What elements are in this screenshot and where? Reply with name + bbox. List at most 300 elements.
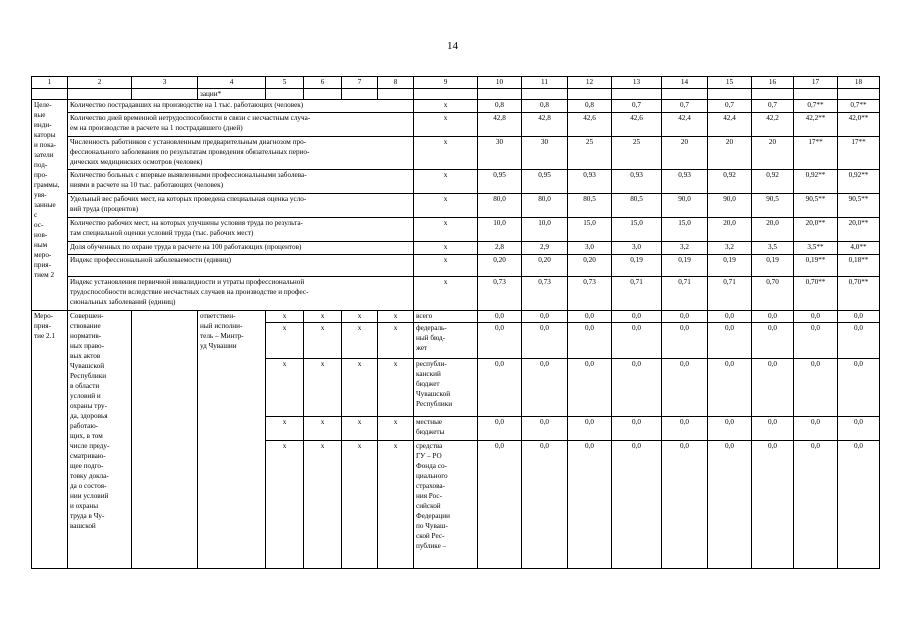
activity-label [32, 311, 68, 569]
text-line: и пока- [34, 141, 57, 149]
text-line: сматриваю- [70, 452, 106, 460]
indicator-value: 20 [662, 137, 708, 170]
empty-cell [662, 89, 708, 100]
indicator-value: 3,5** [794, 242, 838, 255]
x-mark: x [342, 311, 378, 323]
text-line: средства [416, 442, 443, 450]
funding-value: 0,0 [708, 441, 752, 569]
indicator-value: 0,73 [478, 277, 522, 311]
column-number: 16 [752, 77, 794, 89]
text-line: ных право- [70, 342, 105, 350]
column-number: 4 [198, 77, 266, 89]
indicator-value: 3,2 [662, 242, 708, 255]
empty-cell [414, 89, 478, 100]
column-number: 11 [522, 77, 568, 89]
indicator-name [68, 170, 414, 194]
indicator-name [68, 137, 414, 170]
funding-value: 0,0 [612, 441, 662, 569]
indicator-value: 90,5** [838, 194, 880, 218]
funding-value: 0,0 [662, 323, 708, 359]
funding-value: 0,0 [522, 417, 568, 441]
text-line: Чувашской [416, 390, 451, 398]
indicator-value: 0,7 [752, 100, 794, 113]
text-line: бюджеты [416, 428, 445, 436]
indicator-value: 42,2 [752, 113, 794, 137]
indicator-value: 3,5 [752, 242, 794, 255]
text-line: прия- [34, 261, 51, 269]
x-mark: x [342, 417, 378, 441]
indicator-value: 0,20 [522, 255, 568, 277]
text-line: вые [34, 111, 46, 119]
text-line: публике – [416, 542, 447, 550]
text-line: тие 2.1 [34, 332, 55, 340]
text-line: Количество рабочих мест, на которых улучшены условия труда по результа- [70, 219, 303, 227]
empty-cell [612, 89, 662, 100]
continuation-text: зации* [198, 89, 266, 100]
empty-cell [132, 311, 198, 569]
indicator-name [68, 218, 414, 242]
text-line: жет [416, 344, 428, 352]
funding-value: 0,0 [478, 441, 522, 569]
indicator-value: 0,93 [568, 170, 612, 194]
text-line: и охраны [70, 502, 99, 510]
x-mark: x [342, 323, 378, 359]
x-mark: x [304, 323, 342, 359]
funding-value: 0,0 [662, 417, 708, 441]
column-number: 13 [612, 77, 662, 89]
funding-value: 0,0 [612, 417, 662, 441]
indicator-row [32, 277, 880, 311]
text-line: ния Рос- [416, 492, 442, 500]
funding-value: 0,0 [752, 359, 794, 417]
funding-value: 0,0 [794, 359, 838, 417]
funding-value: 0,0 [478, 311, 522, 323]
x-mark: x [414, 277, 478, 311]
indicator-value: 42,6 [612, 113, 662, 137]
text-line: щее подго- [70, 462, 104, 470]
funding-value: 0,0 [752, 311, 794, 323]
x-mark: x [414, 137, 478, 170]
text-line: да, здоровья [70, 412, 108, 420]
indicator-value: 2,9 [522, 242, 568, 255]
funding-value: 0,0 [708, 417, 752, 441]
text-line: циального [416, 472, 448, 480]
x-mark: x [266, 323, 304, 359]
funding-value: 0,0 [708, 311, 752, 323]
indicator-value: 0,92 [708, 170, 752, 194]
text-line: уд Чувашии [200, 342, 237, 350]
text-line: Количество дней временной нетрудоспособности в связи с несчастным случа- [70, 114, 311, 122]
indicator-value: 20,0** [794, 218, 838, 242]
funding-value: 0,0 [662, 359, 708, 417]
text-line: затели [34, 151, 54, 159]
empty-cell [752, 89, 794, 100]
funding-value: 0,0 [838, 417, 880, 441]
text-line: по Чуваш- [416, 522, 448, 530]
indicator-value: 42,4 [708, 113, 752, 137]
indicator-row [32, 170, 880, 194]
funding-value: 0,0 [612, 359, 662, 417]
x-mark: x [342, 441, 378, 569]
indicator-value: 0,93 [612, 170, 662, 194]
text-line: ской Рес- [416, 532, 445, 540]
text-line: тием 2 [34, 271, 55, 279]
text-line: всего [416, 312, 433, 320]
empty-cell [32, 89, 68, 100]
funding-value: 0,0 [612, 323, 662, 359]
x-mark: x [378, 311, 414, 323]
x-mark: x [414, 242, 478, 255]
empty-cell [378, 89, 414, 100]
column-number: 18 [838, 77, 880, 89]
indicator-value: 30 [478, 137, 522, 170]
funding-value: 0,0 [794, 417, 838, 441]
empty-cell [68, 89, 132, 100]
indicator-value: 80,0 [478, 194, 522, 218]
funding-value: 0,0 [752, 417, 794, 441]
indicator-row [32, 113, 880, 137]
indicator-value: 90,0 [708, 194, 752, 218]
indicator-value: 42,8 [522, 113, 568, 137]
column-number: 7 [342, 77, 378, 89]
funding-value: 0,0 [478, 417, 522, 441]
column-number: 9 [414, 77, 478, 89]
indicator-value: 42,0** [838, 113, 880, 137]
indicator-value: 25 [568, 137, 612, 170]
empty-cell [708, 89, 752, 100]
column-number: 12 [568, 77, 612, 89]
text-line: республи- [416, 360, 447, 368]
indicator-value: 0,7 [662, 100, 708, 113]
indicator-value: 0,92** [838, 170, 880, 194]
indicator-name [68, 100, 414, 113]
funding-source [414, 359, 478, 417]
text-line: ос- [34, 221, 44, 229]
executor [198, 311, 266, 569]
text-line: Совершен- [70, 312, 104, 320]
column-number: 2 [68, 77, 132, 89]
column-number: 3 [132, 77, 198, 89]
funding-value: 0,0 [662, 441, 708, 569]
indicator-value: 0,73 [522, 277, 568, 311]
indicator-value: 3,2 [708, 242, 752, 255]
indicator-value: 42,4 [662, 113, 708, 137]
indicator-value: 0,19 [752, 255, 794, 277]
x-mark: x [304, 359, 342, 417]
column-number: 14 [662, 77, 708, 89]
funding-value: 0,0 [522, 323, 568, 359]
empty-cell [522, 89, 568, 100]
indicator-value: 80,0 [522, 194, 568, 218]
empty-cell [838, 89, 880, 100]
text-line: Республики [70, 372, 107, 380]
funding-value: 0,0 [794, 323, 838, 359]
indicators-label [32, 100, 68, 311]
empty-cell [304, 89, 342, 100]
indicator-value: 0,71 [612, 277, 662, 311]
text-line: Количество пострадавших на производстве на 1 тыс. работающих (человек) [70, 101, 304, 109]
column-number: 15 [708, 77, 752, 89]
column-number: 1 [32, 77, 68, 89]
indicator-value: 17** [794, 137, 838, 170]
text-line: вий труда (процентов) [70, 205, 139, 213]
indicator-value: 0,19 [612, 255, 662, 277]
indicator-value: 0,19 [708, 255, 752, 277]
indicator-value: 20,0 [708, 218, 752, 242]
indicator-value: 0,92 [752, 170, 794, 194]
indicator-value: 80,5 [612, 194, 662, 218]
funding-value: 0,0 [662, 311, 708, 323]
indicator-row [32, 242, 880, 255]
text-line: числе преду- [70, 442, 110, 450]
text-line: каторы [34, 131, 56, 139]
x-mark: x [266, 311, 304, 323]
program-table [31, 76, 880, 569]
funding-source [414, 323, 478, 359]
text-line: тель – Минтр- [200, 332, 244, 340]
funding-value: 0,0 [612, 311, 662, 323]
text-line: Целе- [34, 101, 52, 109]
indicator-value: 20,0** [838, 218, 880, 242]
indicator-value: 2,8 [478, 242, 522, 255]
text-line: щих, в том [70, 432, 103, 440]
empty-cell [266, 89, 304, 100]
x-mark: x [414, 194, 478, 218]
text-line: охраны тру- [70, 402, 107, 410]
indicator-value: 10,0 [522, 218, 568, 242]
text-line: Численность работников с установленным предварительным диагнозом про- [70, 138, 307, 146]
text-line: вых актов [70, 352, 101, 360]
funding-value: 0,0 [568, 417, 612, 441]
x-mark: x [342, 359, 378, 417]
text-line: в области [70, 382, 100, 390]
text-line: труда в Чу- [70, 512, 105, 520]
indicator-value: 0,7** [838, 100, 880, 113]
text-line: там специальной оценки условий труда (тыс. рабочих мест) [70, 229, 254, 237]
funding-source [414, 311, 478, 323]
indicator-value: 0,71 [662, 277, 708, 311]
text-line: ниями в расчете на 10 тыс. работающих (человек) [70, 181, 224, 189]
text-line: норматив- [70, 332, 102, 340]
x-mark: x [266, 417, 304, 441]
indicator-value: 0,70** [838, 277, 880, 311]
funding-value: 0,0 [838, 323, 880, 359]
indicator-value: 42,6 [568, 113, 612, 137]
text-line: Федерации [416, 512, 450, 520]
text-line: нов- [34, 231, 48, 239]
text-line: ГУ – РО [416, 452, 442, 460]
funding-value: 0,0 [568, 359, 612, 417]
text-line: прия- [34, 322, 51, 330]
x-mark: x [266, 359, 304, 417]
indicator-value: 15,0 [662, 218, 708, 242]
page-number: 14 [447, 40, 458, 52]
text-line: Доля обученных по охране труда в расчете на 100 работающих (процентов) [70, 243, 302, 251]
funding-value: 0,0 [522, 359, 568, 417]
funding-value: 0,0 [838, 441, 880, 569]
funding-value: 0,0 [522, 441, 568, 569]
text-line: страхова- [416, 482, 445, 490]
empty-cell [568, 89, 612, 100]
text-line: под- [34, 161, 48, 169]
indicator-value: 20 [708, 137, 752, 170]
x-mark: x [414, 218, 478, 242]
indicator-value: 90,5** [794, 194, 838, 218]
column-number: 8 [378, 77, 414, 89]
indicator-value: 0,8 [478, 100, 522, 113]
x-mark: x [414, 100, 478, 113]
indicator-row [32, 218, 880, 242]
text-line: меро- [34, 251, 52, 259]
funding-source [414, 441, 478, 569]
text-line: Количество больных с впервые выявленными профессиональными заболева- [70, 171, 307, 179]
text-line: ем на производстве в расчете на 1 пострадавшего (дней) [70, 124, 243, 132]
indicator-value: 0,18** [838, 255, 880, 277]
indicator-value: 0,20 [478, 255, 522, 277]
text-line: фессионального заболевания по результатам проведения обязательных перио- [70, 148, 310, 156]
text-line: трудоспособности вследствие несчастных случаев на производстве и профес- [70, 288, 309, 296]
indicator-value: 0,8 [568, 100, 612, 113]
funding-source [414, 417, 478, 441]
indicator-value: 3,0 [612, 242, 662, 255]
text-line: увя- [34, 191, 47, 199]
text-line: с [34, 211, 38, 219]
text-line: условий и [70, 392, 101, 400]
indicator-value: 0,8 [522, 100, 568, 113]
text-line: Индекс профессиональной заболеваемости (единиц) [70, 256, 231, 264]
indicator-value: 0,7 [708, 100, 752, 113]
empty-cell [342, 89, 378, 100]
indicator-name [68, 242, 414, 255]
x-mark: x [378, 323, 414, 359]
indicator-value: 0,70 [752, 277, 794, 311]
funding-value: 0,0 [794, 441, 838, 569]
empty-cell [132, 89, 198, 100]
text-line: товку докла- [70, 472, 109, 480]
x-mark: x [414, 113, 478, 137]
text-line: местные [416, 418, 443, 426]
indicator-value: 0,73 [568, 277, 612, 311]
text-line: инди- [34, 121, 52, 129]
indicator-value: 15,0 [568, 218, 612, 242]
continuation-row [32, 89, 880, 100]
column-number-row [32, 77, 880, 89]
funding-value: 0,0 [708, 323, 752, 359]
x-mark: x [414, 170, 478, 194]
text-line: работаю- [70, 422, 99, 430]
text-line: нии условий [70, 492, 109, 500]
funding-value: 0,0 [568, 311, 612, 323]
funding-value: 0,0 [838, 311, 880, 323]
indicator-value: 25 [612, 137, 662, 170]
text-line: ный бюд- [416, 334, 446, 342]
indicator-value: 30 [522, 137, 568, 170]
indicator-name [68, 255, 414, 277]
indicator-name [68, 194, 414, 218]
indicator-value: 0,20 [568, 255, 612, 277]
indicator-value: 4,0** [838, 242, 880, 255]
column-number: 6 [304, 77, 342, 89]
x-mark: x [304, 311, 342, 323]
indicator-value: 17** [838, 137, 880, 170]
indicator-value: 0,7 [612, 100, 662, 113]
text-line: ный исполни- [200, 322, 243, 330]
text-line: граммы, [34, 181, 60, 189]
indicator-value: 42,8 [478, 113, 522, 137]
text-line: ответствен- [200, 312, 236, 320]
x-mark: x [266, 441, 304, 569]
text-line: сиональных заболеваний (единиц) [70, 298, 176, 306]
indicator-row [32, 137, 880, 170]
x-mark: x [378, 441, 414, 569]
text-line: Республики [416, 400, 453, 408]
indicator-value: 0,95 [522, 170, 568, 194]
column-number: 10 [478, 77, 522, 89]
indicator-value: 0,7** [794, 100, 838, 113]
text-line: вашской [70, 522, 96, 530]
funding-value: 0,0 [708, 359, 752, 417]
funding-value: 0,0 [794, 311, 838, 323]
funding-value: 0,0 [752, 323, 794, 359]
text-line: да о состоя- [70, 482, 107, 490]
x-mark: x [304, 441, 342, 569]
column-number: 17 [794, 77, 838, 89]
indicator-value: 0,70** [794, 277, 838, 311]
indicator-value: 0,19 [662, 255, 708, 277]
x-mark: x [414, 255, 478, 277]
text-line: про- [34, 171, 48, 179]
x-mark: x [378, 359, 414, 417]
indicator-value: 0,92** [794, 170, 838, 194]
indicator-value: 0,95 [478, 170, 522, 194]
indicator-value: 20,0 [752, 218, 794, 242]
funding-value: 0,0 [478, 323, 522, 359]
text-line: Индекс установления первичной инвалидности и утраты профессиональной [70, 278, 305, 286]
indicator-value: 42,2** [794, 113, 838, 137]
text-line: Удельный вес рабочих мест, на которых проведена специальная оценка усло- [70, 195, 307, 203]
text-line: сийской [416, 502, 441, 510]
indicator-name [68, 113, 414, 137]
text-line: Меро- [34, 312, 54, 320]
indicator-row [32, 194, 880, 218]
text-line: ствование [70, 322, 101, 330]
indicator-value: 15,0 [612, 218, 662, 242]
column-number: 5 [266, 77, 304, 89]
activity-row [32, 311, 880, 323]
funding-value: 0,0 [752, 441, 794, 569]
indicator-name [68, 277, 414, 311]
empty-cell [478, 89, 522, 100]
indicator-row [32, 255, 880, 277]
indicator-value: 0,93 [662, 170, 708, 194]
text-line: федераль- [416, 324, 447, 332]
indicator-value: 3,0 [568, 242, 612, 255]
funding-value: 0,0 [838, 359, 880, 417]
text-line: дических медицинских осмотров (человек) [70, 158, 203, 166]
empty-cell [794, 89, 838, 100]
text-line: канский [416, 370, 441, 378]
indicator-value: 0,19** [794, 255, 838, 277]
text-line: бюджет [416, 380, 440, 388]
x-mark: x [378, 417, 414, 441]
funding-value: 0,0 [478, 359, 522, 417]
funding-value: 0,0 [568, 441, 612, 569]
funding-value: 0,0 [568, 323, 612, 359]
indicator-value: 0,71 [708, 277, 752, 311]
indicator-value: 10,0 [478, 218, 522, 242]
text-line: ным [34, 241, 48, 249]
activity-name [68, 311, 132, 569]
